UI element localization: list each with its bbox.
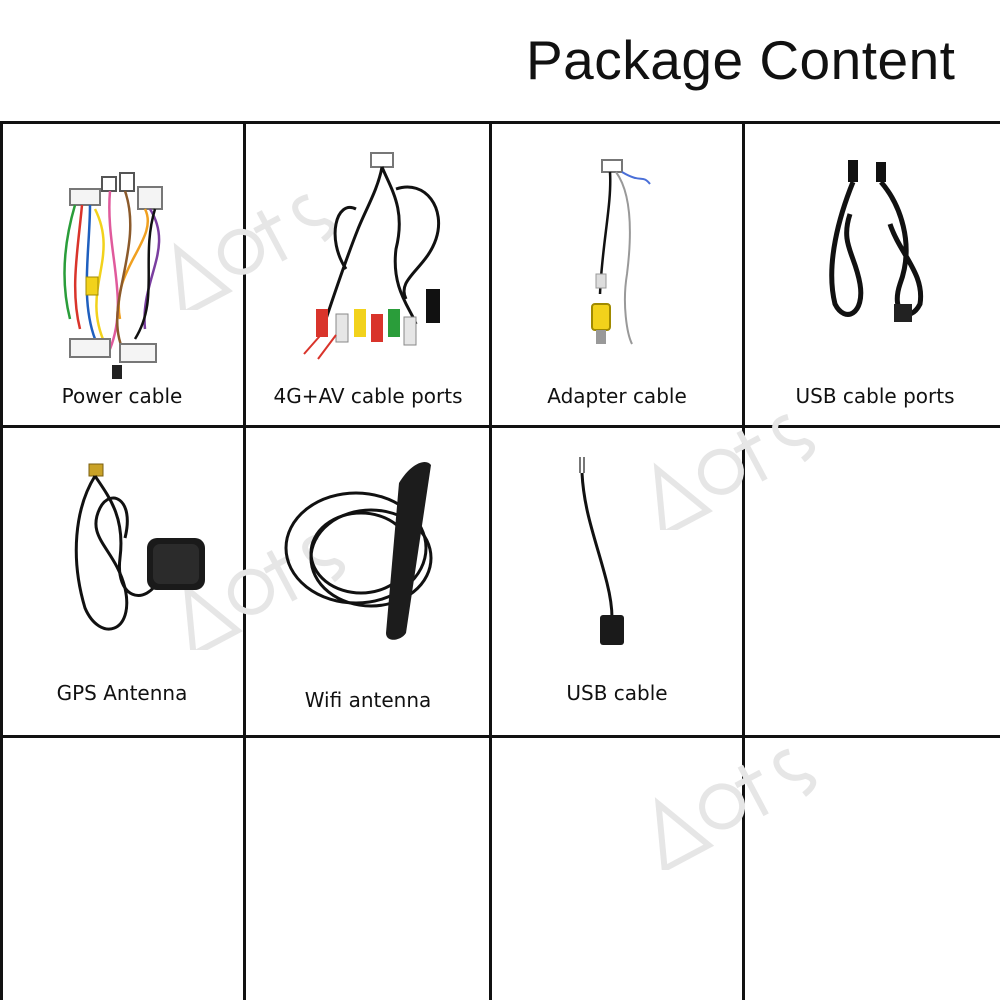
power-cable-icon [50, 169, 190, 384]
usb-cable-icon [572, 453, 642, 653]
usb-cable-ports-icon [820, 154, 930, 329]
av-cable-icon [296, 149, 466, 374]
item-usb-cable [492, 428, 742, 738]
adapter-cable-icon [572, 154, 662, 364]
item-wifi-antenna [246, 428, 489, 738]
gps-antenna-icon [65, 458, 215, 658]
item-label: Adapter cable [547, 384, 687, 408]
watermark-logo [620, 720, 850, 870]
item-gps-antenna [0, 428, 243, 738]
item-av-cable [246, 124, 489, 428]
item-label: GPS Antenna [56, 681, 188, 705]
item-label: Wifi antenna [304, 688, 432, 712]
wifi-antenna-icon [281, 453, 466, 653]
item-adapter-cable [492, 124, 742, 428]
item-label: USB cable [566, 681, 668, 705]
page-title: Package Content [526, 29, 956, 91]
item-label: Power cable [61, 384, 183, 408]
item-label: 4G+AV cable ports [273, 384, 463, 408]
item-usb-cable-ports [745, 124, 1000, 428]
item-power-cable [0, 124, 243, 428]
item-label: USB cable ports [795, 384, 955, 408]
